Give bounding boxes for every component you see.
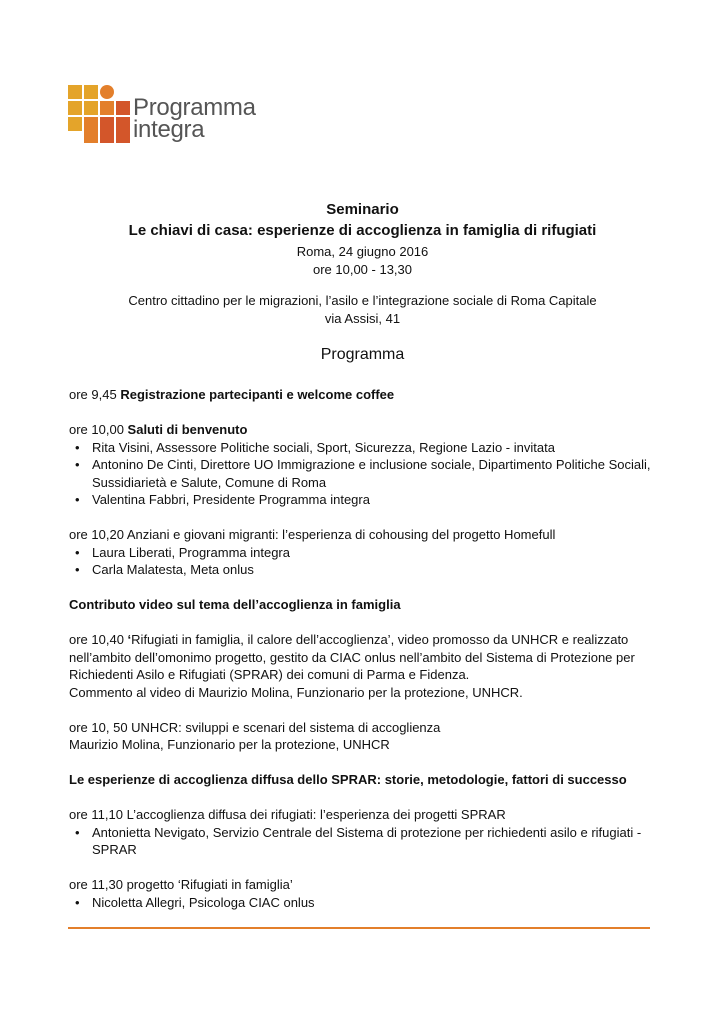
video-time: ore 10,40 <box>69 632 128 647</box>
welcome-time: ore 10,00 <box>69 422 128 437</box>
venue-name: Centro cittadino per le migrazioni, l’asilo e l’integrazione sociale di Roma Capitale <box>128 293 597 308</box>
list-item: • Rita Visini, Assessore Politiche sociali, Sport, Sicurezza, Regione Lazio - invitata <box>92 439 684 457</box>
list-item: • Antonietta Nevigato, Servizio Centrale del Sistema di protezione per richiedenti asilo e rifugiati - SPRAR <box>92 824 684 859</box>
unhcr-item: ore 10, 50 UNHCR: sviluppi e scenari del sistema di accoglienza <box>69 719 441 735</box>
logo-line-1: Programma <box>133 94 256 121</box>
venue-address: via Assisi, 41 <box>324 311 401 326</box>
family-speakers <box>69 894 684 912</box>
video-quote-mark: ‘ <box>127 632 132 647</box>
family-item: ore 11,30 progetto ‘Rifugiati in famiglia’ <box>69 877 293 892</box>
logo-wordmark <box>133 94 283 143</box>
list-item: • Laura Liberati, Programma integra <box>92 544 684 562</box>
cohousing-speakers <box>69 544 684 579</box>
unhcr-speaker: Maurizio Molina, Funzionario per la protezione, UNHCR <box>69 737 390 752</box>
logo-line-2: integra <box>133 116 205 143</box>
seminar-date: Roma, 24 giugno 2016 <box>296 244 429 259</box>
seminar-hours: ore 10,00 - 13,30 <box>312 262 413 277</box>
video-section-heading: Contributo video sul tema dell’accoglienza in famiglia <box>69 597 401 612</box>
seminar-label: Seminario <box>326 201 399 218</box>
seminar-title: Le chiavi di casa: esperienze di accoglienza in famiglia di rifugiati <box>128 222 597 239</box>
welcome-item <box>69 421 684 439</box>
registration-time: ore 9,45 <box>69 387 121 402</box>
welcome-speakers <box>69 439 684 509</box>
sprar-section-heading: Le esperienze di accoglienza diffusa dello SPRAR: storie, metodologie, fattori di successo <box>69 772 627 787</box>
video-item <box>69 631 684 684</box>
list-item: • Antonino De Cinti, Direttore UO Immigrazione e inclusione sociale, Dipartimento Politiche Sociali, Sussidiarietà e Salute, Comune di Roma <box>92 456 684 491</box>
cohousing-item: ore 10,20 Anziani e giovani migranti: l’esperienza di cohousing del progetto Homefull <box>69 527 556 542</box>
welcome-title: Saluti di benvenuto <box>127 422 248 437</box>
list-item: • Carla Malatesta, Meta onlus <box>92 561 684 579</box>
programme-heading: Programma <box>320 346 405 363</box>
list-item: • Nicoletta Allegri, Psicologa CIAC onlus <box>92 894 684 912</box>
logo-mark-icon <box>68 85 130 143</box>
video-description: Rifugiati in famiglia, il calore dell’accoglienza’, video promosso da UNHCR e realizzato nell’ambito dell’omonimo progetto, gestito da CIAC onlus nell’ambito del Sistema di Protezione per Richiedenti Asilo e Rifugiati (SPRAR) dei comuni di Parma e Fidenza. <box>69 632 635 682</box>
sprar-item: ore 11,10 L’accoglienza diffusa dei rifugiati: l’esperienza dei progetti SPRAR <box>69 807 506 822</box>
registration-item <box>69 386 684 404</box>
footer-divider <box>68 927 650 929</box>
registration-title: Registrazione partecipanti e welcome coffee <box>120 387 395 402</box>
sprar-speakers <box>69 824 684 859</box>
agenda <box>69 386 684 911</box>
video-comment: Commento al video di Maurizio Molina, Funzionario per la protezione, UNHCR. <box>69 684 523 700</box>
list-item: • Valentina Fabbri, Presidente Programma integra <box>92 491 684 509</box>
